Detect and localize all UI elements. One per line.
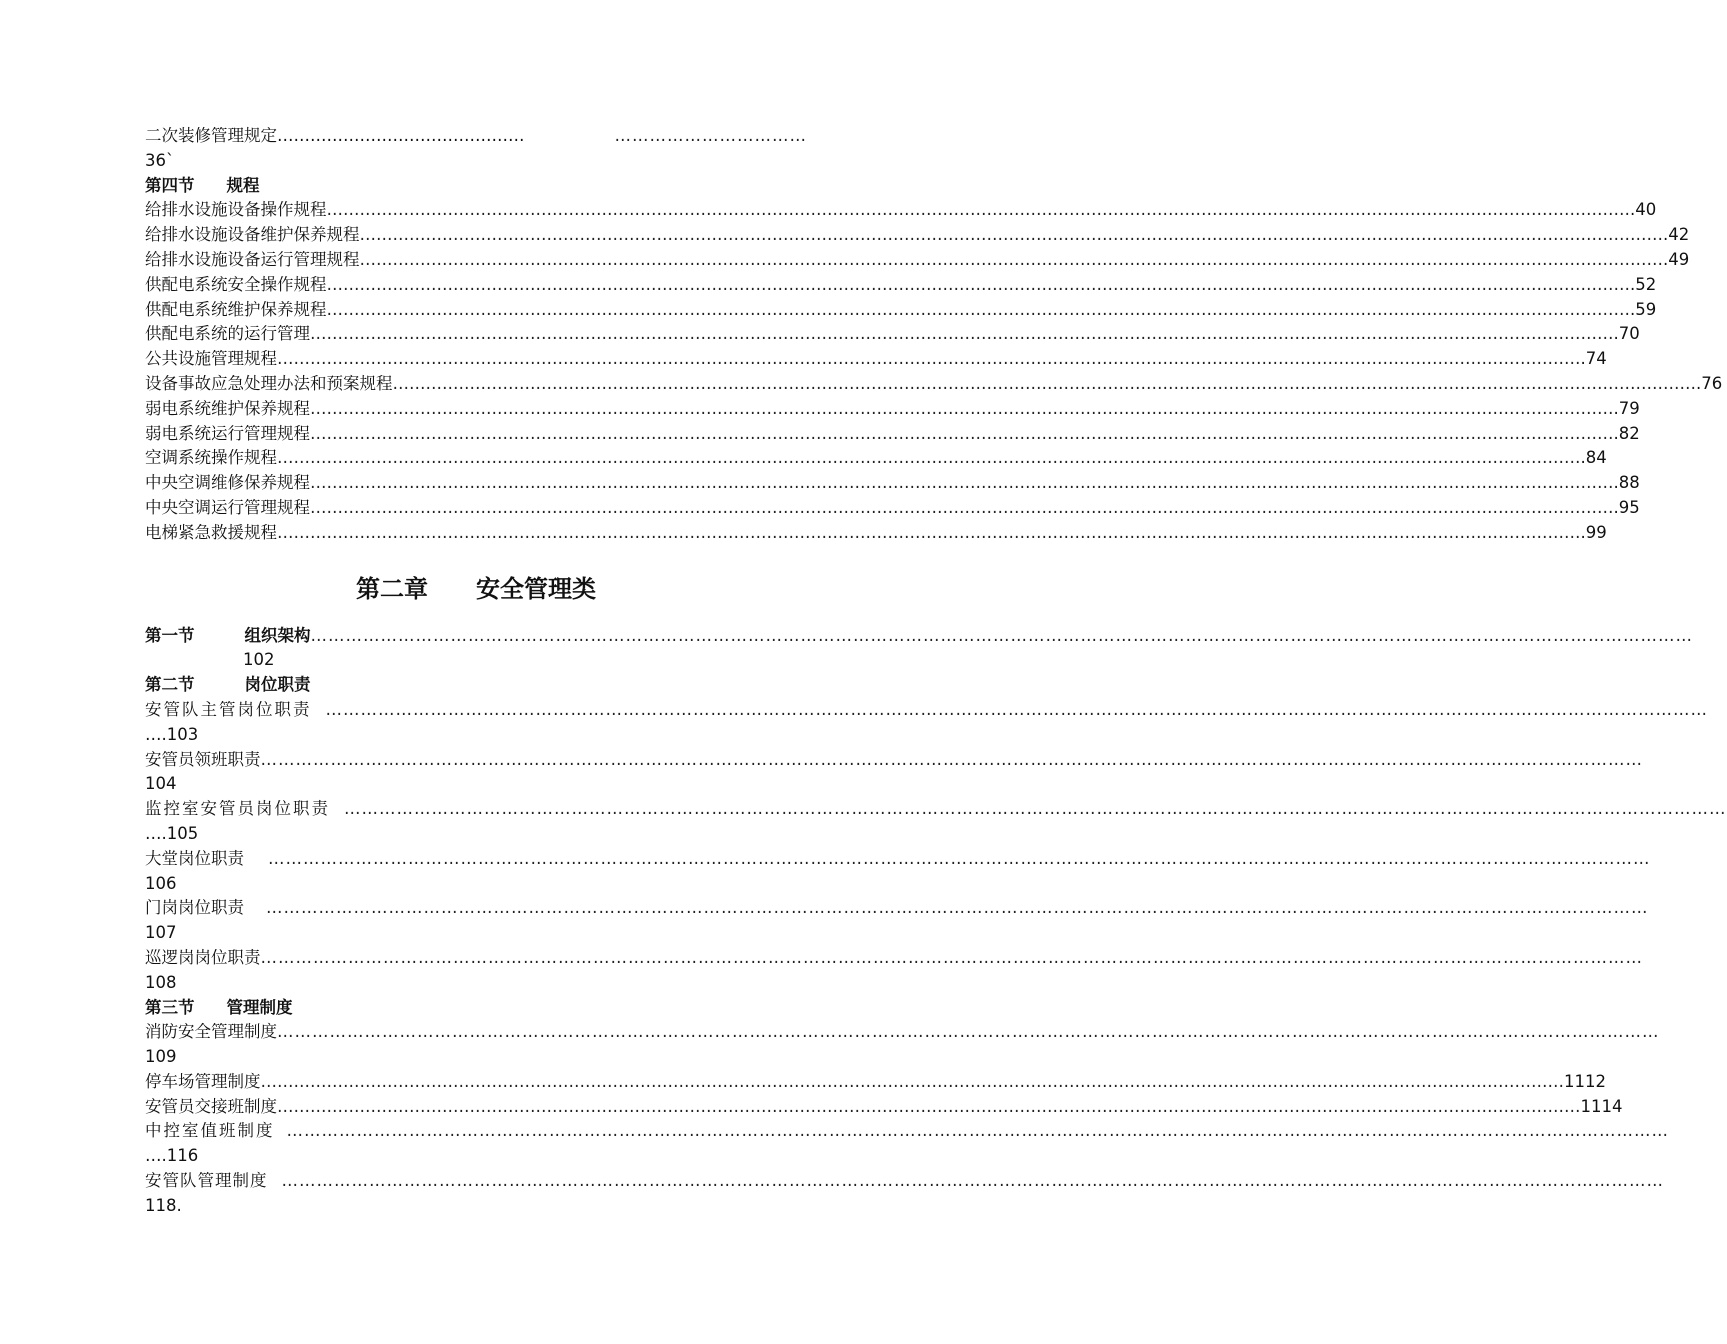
toc-leader-dots: ………………………………………………………………………………………………………………………………………………………………………………………………………………… bbox=[326, 299, 1630, 319]
toc-entry-label: 二次装修管理规定 bbox=[145, 126, 277, 145]
toc-entry[interactable] bbox=[145, 896, 1649, 921]
toc-entry-label: 给排水设施设备维护保养规程 bbox=[145, 225, 360, 245]
toc-entry-label: 大堂岗位职责 bbox=[145, 848, 244, 868]
toc-entry-label: 安管队主管岗位职责 bbox=[145, 699, 312, 719]
toc-entry-label: 监控室安管员岗位职责 bbox=[145, 799, 330, 819]
toc-entry-label: 供配电系统安全操作规程 bbox=[145, 274, 327, 294]
toc-entry-label: 安管员交接班制度 bbox=[145, 1096, 277, 1116]
toc-leader-dots: ………………………………………………………………………………………………………………………………………………………………………………………………………………… bbox=[310, 324, 1614, 344]
toc-entry-page: 36` bbox=[145, 150, 175, 170]
toc-leader-dots: ………………………………………………………………………………………………………………………………………………………………………………………………………………… bbox=[359, 249, 1663, 269]
toc-entry-page: .99 bbox=[1580, 522, 1607, 542]
toc-leader-dots: ………………………………………………………………………………………………………………………………………………………………………………………………………………… bbox=[310, 473, 1614, 493]
toc-entry-page: .82 bbox=[1613, 423, 1640, 443]
toc-entry-page: .40 bbox=[1630, 200, 1657, 220]
toc-entry[interactable] bbox=[145, 422, 1640, 447]
toc-entry-page: .88 bbox=[1613, 473, 1640, 493]
toc-entry-label: 巡逻岗岗位职责 bbox=[145, 947, 261, 967]
toc-entry[interactable] bbox=[145, 372, 1723, 397]
section-number: 第一节 bbox=[145, 625, 195, 645]
toc-entry-label: 中央空调运行管理规程 bbox=[145, 497, 310, 517]
toc-entry-page: 108 bbox=[145, 972, 177, 992]
toc-leader-dots: ………………………………………………………………………………………………………………………………………………………………………………………………………………… bbox=[326, 274, 1630, 294]
toc-entry-page: .74 bbox=[1580, 349, 1607, 369]
toc-leader-dots: ………………………………………………………………………………………………………………………………………………………………………………………………………………… bbox=[281, 1171, 1664, 1191]
toc-leader-dots: ………………………………………………………………………………………………………………………………………………………………………………………………………………… bbox=[260, 749, 1643, 769]
toc-entry[interactable] bbox=[145, 521, 1607, 546]
toc-entry-page: 106 bbox=[145, 873, 177, 893]
toc-entry[interactable] bbox=[145, 471, 1640, 496]
toc-entry-page: 1112 bbox=[1564, 1071, 1606, 1091]
chapter-title: 安全管理类 bbox=[476, 573, 596, 603]
section-title: 组织架构 bbox=[244, 625, 311, 645]
toc-entry[interactable] bbox=[145, 322, 1640, 347]
chapter-heading bbox=[145, 554, 807, 624]
toc-entry-label: 中控室值班制度 bbox=[145, 1121, 275, 1141]
toc-entry-label: 消防安全管理制度 bbox=[145, 1022, 277, 1042]
toc-entry-page: 104 bbox=[145, 774, 177, 794]
toc-entry-page: .59 bbox=[1630, 299, 1657, 319]
toc-entry-list bbox=[145, 198, 1723, 545]
toc-leader-dots: ………………………………………………………………………………………………………………………………………………………………………………………………………………… bbox=[310, 398, 1614, 418]
toc-leader-dots: ………………………………………………………………………………………………………………………………………………………………………………………………………………… bbox=[310, 625, 1693, 645]
toc-leader-dots: ………………………………………………………………………………………………………………………………………………………………………………………………………………… bbox=[310, 497, 1614, 517]
toc-entry[interactable] bbox=[145, 273, 1657, 298]
toc-leader-dots: ………………………………………………………………………………………………………………………………………………………………………………………………………………… bbox=[268, 848, 1651, 868]
toc-entry[interactable] bbox=[145, 748, 1643, 773]
toc-entry[interactable] bbox=[145, 1070, 1606, 1095]
toc-entry-page: 107 bbox=[145, 923, 177, 943]
toc-leader-dots: ………………………………………………………………………………………………………………………………………………………………………………………………………………… bbox=[277, 1022, 1660, 1042]
toc-entry-label: 安管队管理制度 bbox=[145, 1171, 268, 1191]
toc-leader-dots: ………………………………………………………………………………………………………………………………………………………………………………………………………………… bbox=[277, 349, 1581, 369]
toc-entry[interactable] bbox=[145, 698, 1708, 723]
toc-entry[interactable] bbox=[145, 847, 1651, 872]
toc-entry[interactable] bbox=[145, 1169, 1664, 1194]
toc-entry-page: .79 bbox=[1613, 398, 1640, 418]
toc-entry[interactable] bbox=[145, 1095, 1623, 1120]
toc-entry-label: 安管员领班职责 bbox=[145, 749, 261, 769]
toc-entry[interactable] bbox=[145, 248, 1690, 273]
toc-entry-label: 门岗岗位职责 bbox=[145, 898, 244, 918]
toc-section-entry[interactable] bbox=[145, 624, 1693, 649]
toc-entry-page: ….116 bbox=[145, 1146, 199, 1166]
toc-leader-dots: ………………………………………………………………………………………………………………………………………………………………………………………………………………… bbox=[326, 200, 1630, 220]
section-heading bbox=[145, 996, 807, 1021]
toc-entry[interactable] bbox=[145, 946, 1643, 971]
toc-leader-dots: ………………………………………………………………………………………………………………………………………………………………………………………………………………… bbox=[359, 225, 1663, 245]
toc-entry-label: 设备事故应急处理办法和预案规程 bbox=[145, 373, 393, 393]
toc-entry-label: 弱电系统维护保养规程 bbox=[145, 398, 310, 418]
table-of-contents bbox=[145, 124, 1727, 1219]
toc-entry[interactable] bbox=[145, 1119, 1669, 1144]
toc-entry-label: 停车场管理制度 bbox=[145, 1071, 261, 1091]
toc-entry-page: .52 bbox=[1630, 274, 1657, 294]
toc-leader-dots: ………………………………………………………………………………………………………………………………………………………………………………………………………………… bbox=[286, 1121, 1669, 1141]
toc-leader-dots: ………………………………………………………………………………………………………………………………………………………………………………………………………………… bbox=[260, 947, 1643, 967]
toc-entry[interactable] bbox=[145, 124, 807, 149]
toc-entry-page: .95 bbox=[1613, 497, 1640, 517]
toc-leader-dots: …………………………… bbox=[614, 126, 807, 145]
toc-entry-label: 弱电系统运行管理规程 bbox=[145, 423, 310, 443]
toc-entry-label: 空调系统操作规程 bbox=[145, 448, 277, 468]
toc-leader-dots: ………………………………………………………………………………………………………………………………………………………………………………………………………………… bbox=[344, 799, 1727, 819]
toc-entry[interactable] bbox=[145, 446, 1607, 471]
toc-leader-dots: ………………………………………………………………………………………………………………………………………………………………………………………………………………… bbox=[392, 373, 1696, 393]
toc-entry-page: 1114 bbox=[1580, 1096, 1623, 1116]
section-heading bbox=[145, 174, 807, 199]
toc-entry-label: 中央空调维修保养规程 bbox=[145, 473, 310, 493]
toc-leader-dots: ………………………………………………………………………………………………………………………………………………………………………………………………………………… bbox=[277, 1096, 1581, 1116]
toc-entry-label: 电梯紧急救援规程 bbox=[145, 522, 277, 542]
toc-entry[interactable] bbox=[145, 797, 1727, 822]
toc-leader-dots: ……………………………………… bbox=[277, 126, 525, 145]
section-number: 第三节 bbox=[145, 997, 195, 1017]
toc-entry-page: 102 bbox=[243, 650, 275, 670]
section-title: 规程 bbox=[226, 175, 260, 195]
toc-leader-dots: ………………………………………………………………………………………………………………………………………………………………………………………………………………… bbox=[266, 898, 1649, 918]
toc-entry[interactable] bbox=[145, 223, 1690, 248]
section-number: 第二节 bbox=[145, 675, 195, 695]
toc-entry-page: 118. bbox=[145, 1195, 182, 1215]
toc-leader-dots: ………………………………………………………………………………………………………………………………………………………………………………………………………………… bbox=[310, 423, 1614, 443]
chapter-number: 第二章 bbox=[356, 573, 428, 603]
toc-leader-dots: ………………………………………………………………………………………………………………………………………………………………………………………………………………… bbox=[325, 699, 1708, 719]
toc-entry-label: 给排水设施设备运行管理规程 bbox=[145, 249, 360, 269]
section-heading bbox=[145, 673, 807, 698]
section-title: 管理制度 bbox=[226, 997, 293, 1017]
toc-entry-label: 给排水设施设备操作规程 bbox=[145, 200, 327, 220]
toc-entry-label: 供配电系统维护保养规程 bbox=[145, 299, 327, 319]
toc-leader-dots: ………………………………………………………………………………………………………………………………………………………………………………………………………………… bbox=[277, 522, 1581, 542]
toc-entry-page: 109 bbox=[145, 1047, 177, 1067]
toc-entry-page: ….105 bbox=[145, 823, 199, 843]
toc-entry-page: .76 bbox=[1696, 373, 1723, 393]
toc-leader-dots: ………………………………………………………………………………………………………………………………………………………………………………………………………………… bbox=[277, 448, 1581, 468]
section-number: 第四节 bbox=[145, 175, 195, 195]
toc-entry-page: ….103 bbox=[145, 724, 199, 744]
toc-entry-page: .70 bbox=[1613, 324, 1640, 344]
toc-entry[interactable] bbox=[145, 198, 1657, 223]
section-title: 岗位职责 bbox=[244, 675, 311, 695]
toc-entry[interactable] bbox=[145, 347, 1607, 372]
toc-entry[interactable] bbox=[145, 397, 1640, 422]
toc-entry[interactable] bbox=[145, 496, 1640, 521]
toc-entry[interactable] bbox=[145, 298, 1657, 323]
toc-entry-page: .42 bbox=[1663, 225, 1690, 245]
toc-entry-label: 供配电系统的运行管理 bbox=[145, 324, 310, 344]
toc-entry-page: .84 bbox=[1580, 448, 1607, 468]
toc-entry-label: 公共设施管理规程 bbox=[145, 349, 277, 369]
toc-entry-page: .49 bbox=[1663, 249, 1690, 269]
toc-leader-dots: ………………………………………………………………………………………………………………………………………………………………………………………………………………… bbox=[260, 1071, 1564, 1091]
toc-entry[interactable] bbox=[145, 1020, 1660, 1045]
